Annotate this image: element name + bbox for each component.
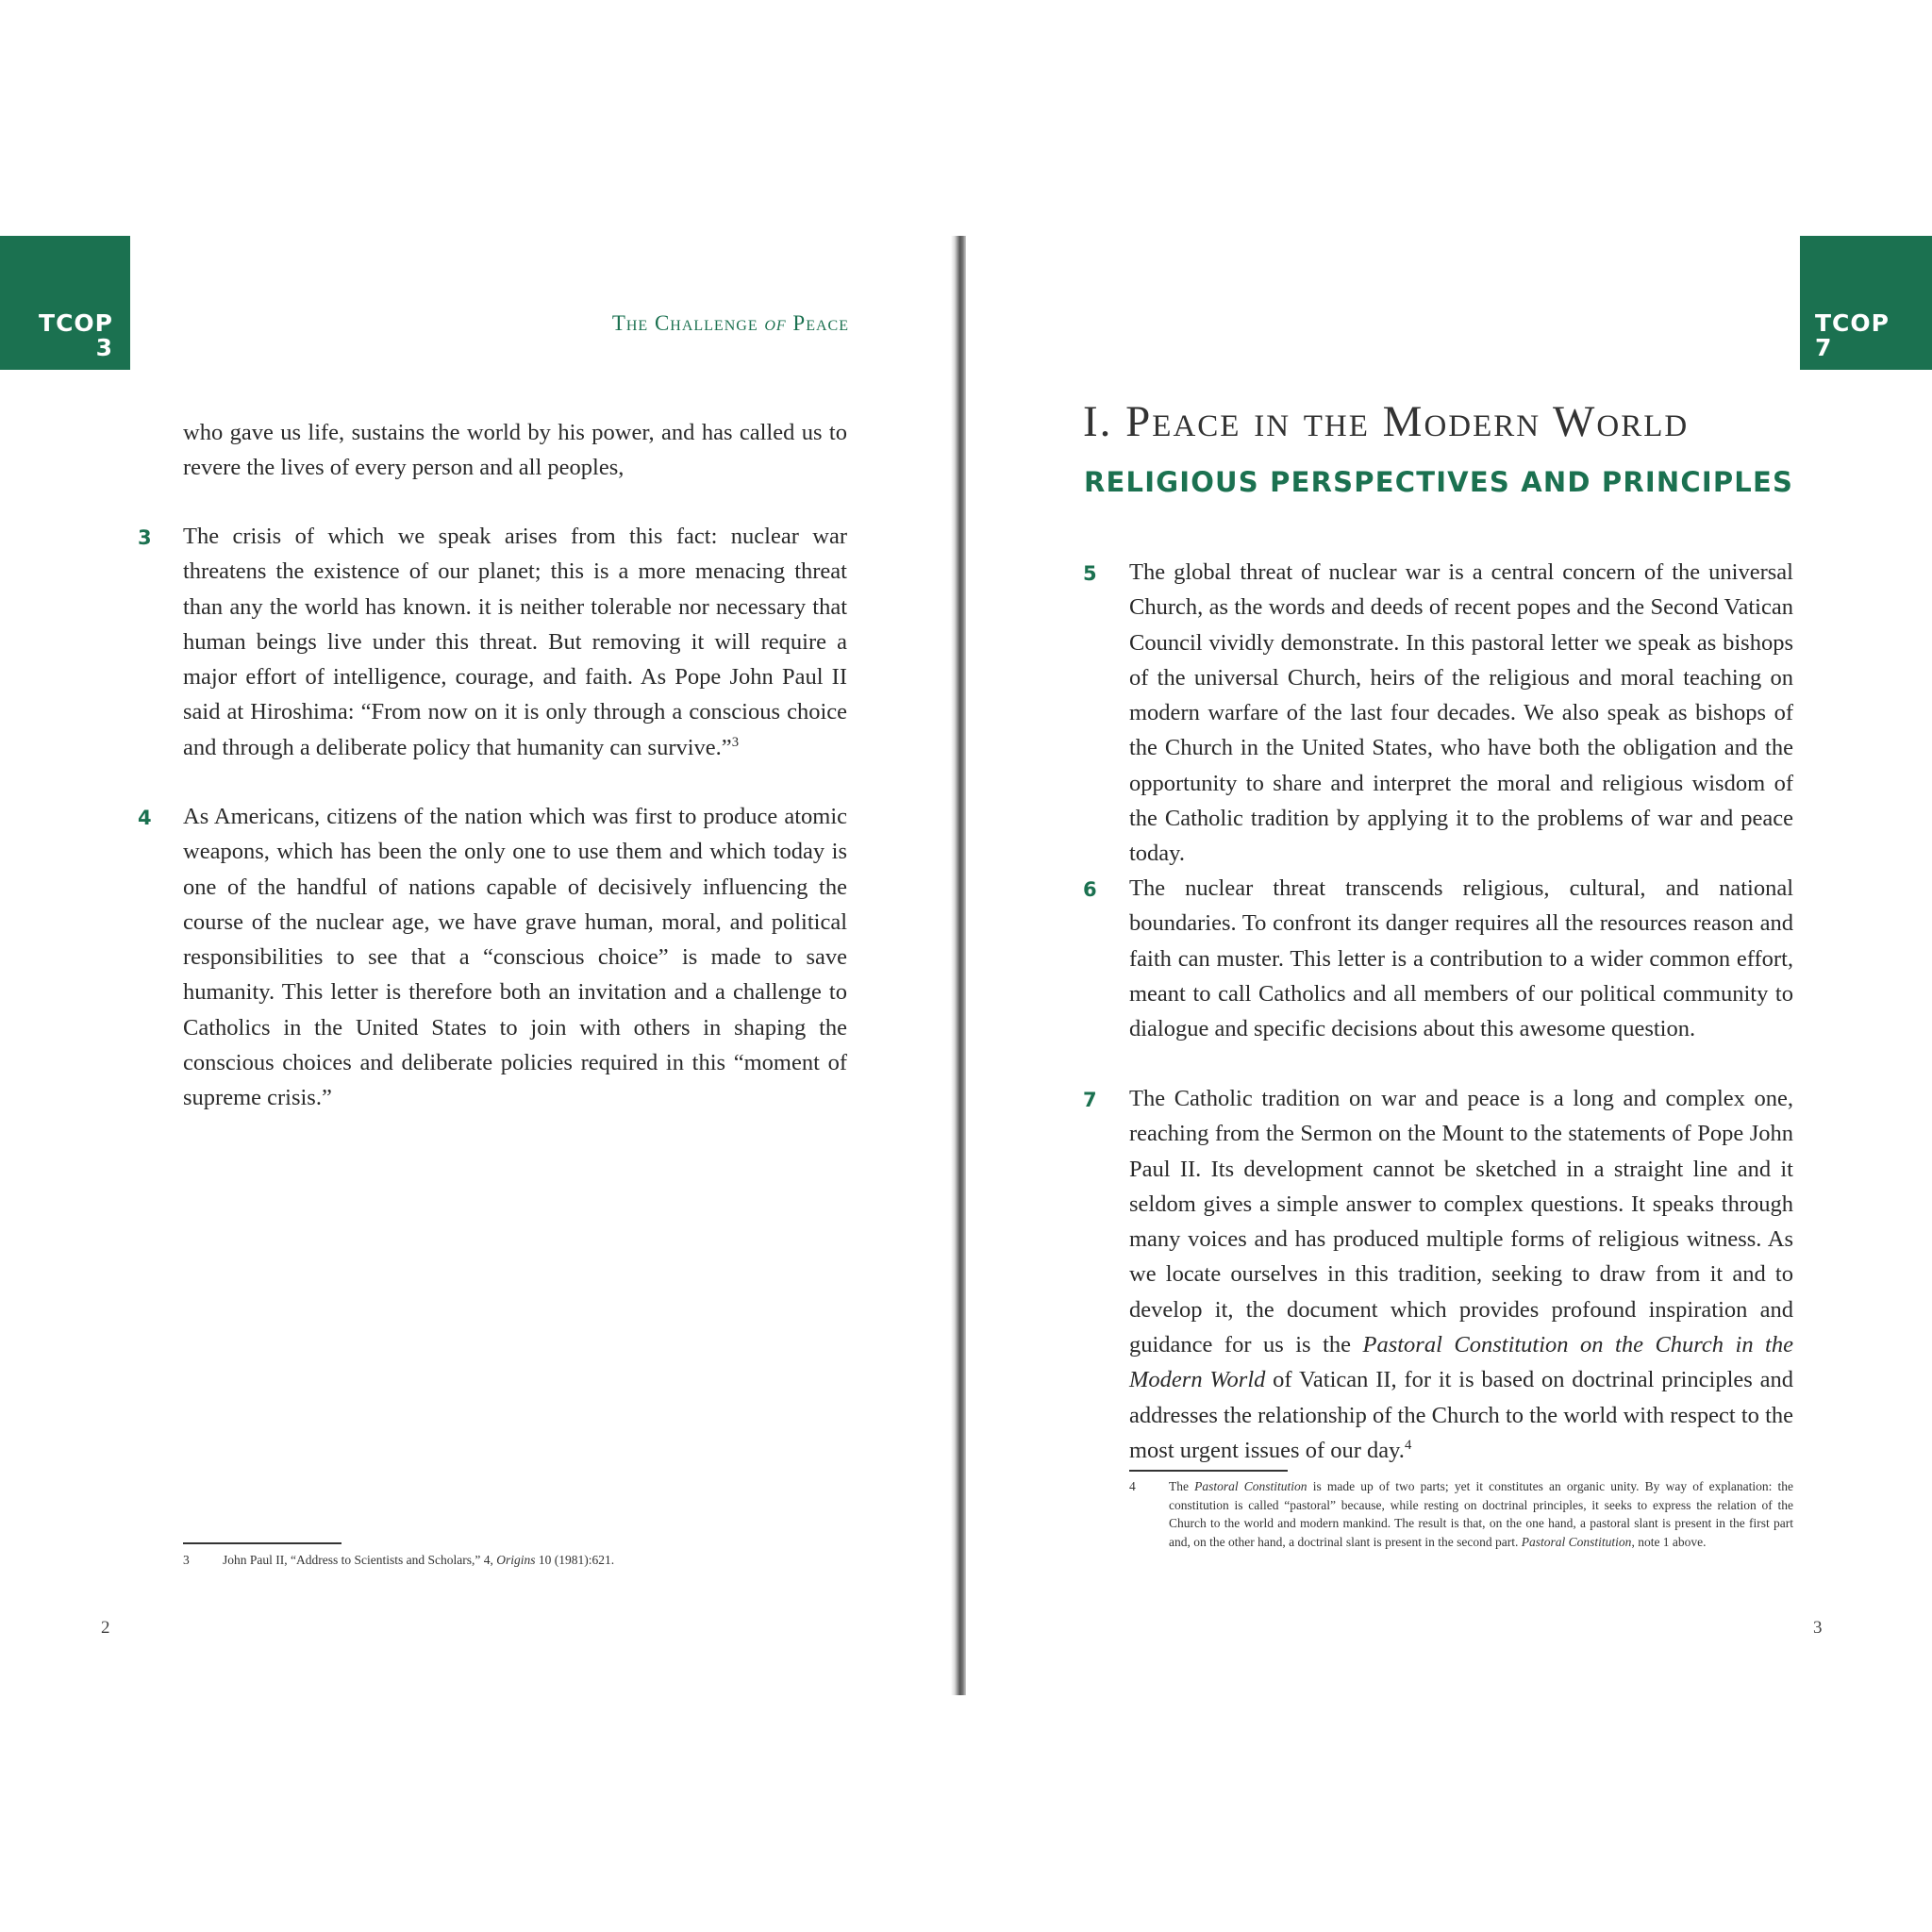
paragraph-number: 7 xyxy=(1083,1089,1097,1111)
paragraph-number: 6 xyxy=(1083,878,1097,901)
intro-paragraph: who gave us life, sustains the world by his power, and has called us to revere the lives of every person and all peoples, xyxy=(183,420,847,481)
paragraph-5: The global threat of nuclear war is a central concern of the universal Church, as the words and deeds of recent popes and the Second Vatican Council vividly demonstrate. In this pastoral letter we speak as bishops of the universal Church, heirs of the religious and moral teaching on modern warfare of the last four decades. We also speak as bishops of the Church in the United States, who have both the obligation and the opportunity to share and interpret the moral and religious wisdom of the Catholic tradition by applying it to the problems of war and peace today. xyxy=(1129,559,1793,867)
footnote-ref[interactable]: 3 xyxy=(731,734,740,750)
page-number: 3 xyxy=(1813,1618,1823,1638)
footnote-ref[interactable]: 4 xyxy=(1404,1437,1412,1453)
paragraph-7: The Catholic tradition on war and peace is a long and complex one, reaching from the Sermon on the Mount to the statements of Pope John Paul II. Its development cannot be sketched in a straight line and it seldom gives a simple answer to complex questions. It speaks through many voices and has produced multiple forms of religious witness. As we locate ourselves in this tradition, seeking to draw from it and to develop it, the document which provides profound inspiration and guidance for us is the Pastoral Constitution on the Church in the Modern World of Vatican II, for it is based on doctrinal principles and addresses the relationship of the Church to the world with respect to the most urgent issues of our day.$^4$ xyxy=(1129,1086,1793,1463)
page-spine xyxy=(951,236,966,1695)
paragraph-4: As Americans, citizens of the nation which was first to produce atomic weapons, which has been the only one to use them and which today is one of the handful of nations capable of decisively influencing the course of the nuclear age, we have grave human, moral, and political responsibilities to see that a “conscious choice” is made to save humanity. This letter is therefore both an invitation and a challenge to Catholics in the United States to join with others in shaping the conscious choices and deliberate policies required in this “moment of supreme crisis.” xyxy=(183,804,847,1111)
left-page-tab xyxy=(0,236,130,370)
right-page-tab xyxy=(1800,236,1932,370)
running-head: The Challenge of Peace xyxy=(611,311,849,335)
footnote-rule xyxy=(1129,1470,1288,1472)
paragraph-3: The crisis of which we speak arises from this fact: nuclear war threatens the existence of our planet; this is a more menacing threat than any the world has known. it is neither tolerable nor necessary that human beings live under this threat. But removing it will require a major effort of intelligence, courage, and faith. As Pope John Paul II said at Hiroshima: “From now on it is only through a conscious choice and through a deliberate policy that humanity can survive.”$^3$ xyxy=(183,524,847,760)
tab-label: TCOP xyxy=(39,309,113,337)
paragraph-number: 3 xyxy=(138,526,152,549)
paragraph-6: The nuclear threat transcends religious, cultural, and national boundaries. To confront its danger requires all the resources reason and faith can muster. This letter is a contribution to a wider common effort, meant to call Catholics and all members of our political community to dialogue and specific decisions about this awesome question. xyxy=(1129,875,1793,1042)
footnote-rule xyxy=(183,1542,341,1544)
page-number: 2 xyxy=(101,1618,110,1638)
tab-number: 3 xyxy=(95,334,113,361)
paragraph-number: 5 xyxy=(1083,562,1097,585)
tab-label: TCOP xyxy=(1815,309,1890,337)
chapter-subtitle: RELIGIOUS PERSPECTIVES AND PRINCIPLES xyxy=(1084,466,1794,498)
chapter-title: I. Peace in the Modern World xyxy=(1083,397,1690,446)
tab-number: 7 xyxy=(1815,334,1833,361)
paragraph-number: 4 xyxy=(138,807,152,829)
footnote-3: 3 John Paul II, “Address to Scientists and Scholars,” 4, Origins 10 (1981):621. xyxy=(183,1553,615,1567)
footnote-4: 4 The Pastoral Constitution is made up of two parts; yet it constitutes an organic unity. By way of explanation: the constitution is called “pastoral” because, while resting on doctrinal principles, it seeks to express the relation of the Church to the world and modern mankind. The result is that, on the one hand, a pastoral slant is present in the first part and, on the other hand, a doctrinal slant is present in the second part. Pastoral Constitution, note 1 above. xyxy=(1129,1479,1793,1549)
